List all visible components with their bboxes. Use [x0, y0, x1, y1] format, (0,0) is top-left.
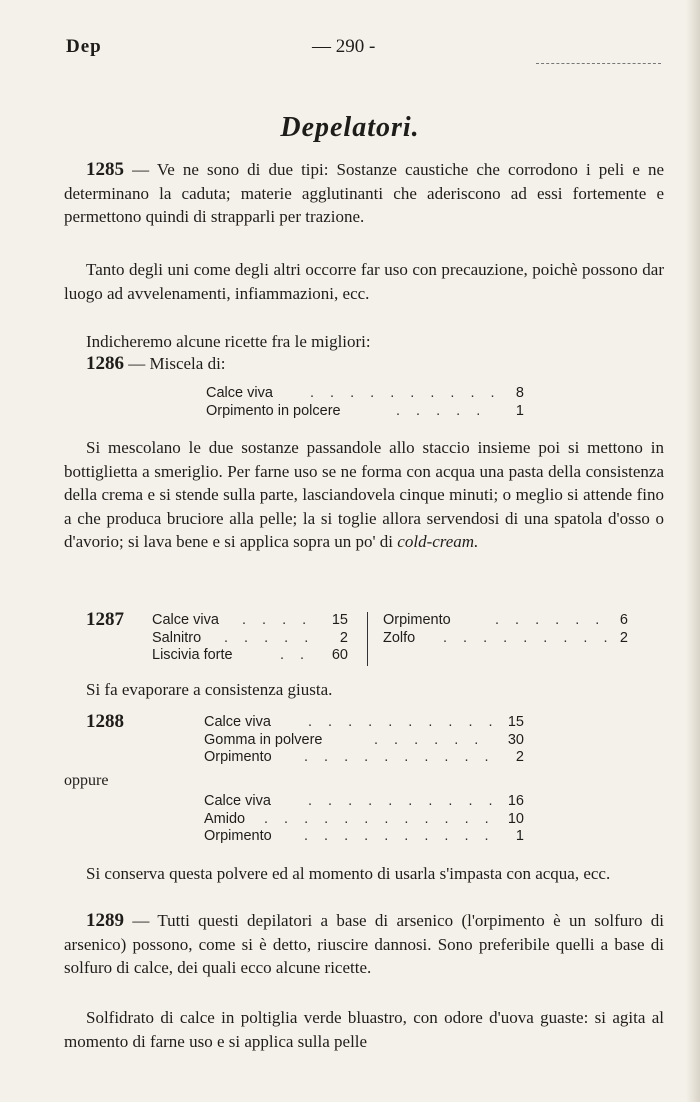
leader-dots: . . . . . .: [374, 731, 485, 748]
oppure-label: oppure: [64, 772, 109, 789]
leader-dots: . . . . . . . . . .: [304, 749, 495, 765]
leader-dots: . . . . . .: [495, 612, 606, 628]
ingredient-name: Calce viva: [206, 385, 273, 401]
paragraph-1286: [64, 352, 664, 376]
ingredient-qty: 2: [515, 749, 524, 765]
recipe-row: [152, 647, 348, 665]
recipe-row: [204, 714, 524, 732]
recipe-row: [206, 385, 524, 403]
ingredient-qty: 1: [515, 402, 524, 419]
recipe-1287-right: [383, 612, 628, 647]
ingredient-qty: 6: [619, 612, 628, 628]
ingredient-qty: 15: [507, 714, 524, 730]
recipe-row: [204, 828, 524, 846]
paragraph-number: 1286: [86, 353, 124, 374]
leader-dots: . . . . . . . . . .: [310, 385, 501, 401]
leader-dots: . .: [280, 647, 311, 663]
leader-dots: . . . .: [242, 612, 313, 628]
ingredient-qty: 30: [507, 731, 524, 748]
ingredient-qty: 8: [515, 385, 524, 401]
paragraph-indicheremo: Indicheremo alcune ricette fra le migliori:: [86, 332, 371, 351]
leader-dots: . . . . . . . . . .: [308, 793, 499, 809]
ingredient-qty: 60: [331, 647, 348, 663]
paragraph-mescolano: [64, 436, 664, 554]
ingredient-qty: 15: [331, 612, 348, 628]
recipe-row: [152, 612, 348, 630]
page-number: — 290 -: [312, 36, 376, 57]
ingredient-qty: 10: [507, 810, 524, 827]
leader-dots: . . . . .: [224, 629, 315, 646]
paragraph-text: — Ve ne sono di due tipi: Sostanze caustiche che corrodono i peli e ne determinano la caduta; materie agglutinanti che aderiscono ad essi fortemente e permettono quindi di strapparli per trazione.: [64, 160, 664, 227]
ingredient-name: Orpimento: [383, 612, 451, 628]
paragraph-1285: [64, 158, 664, 229]
paragraph-evaporare: Si fa evaporare a consistenza giusta.: [86, 680, 333, 699]
recipe-number-1287: 1287: [86, 609, 124, 630]
ingredient-name: Calce viva: [204, 793, 271, 809]
recipe-row: [383, 630, 628, 648]
recipe-row: [204, 749, 524, 767]
ingredient-name: Salnitro: [152, 629, 202, 646]
column-divider: [367, 612, 368, 666]
paragraph-conserva: Si conserva questa polvere ed al momento di usarla s'impasta con acqua, ecc.: [86, 864, 611, 883]
recipe-1288-b: [204, 793, 524, 846]
running-header: [66, 36, 666, 62]
header-section-abbrev: Dep: [66, 36, 102, 57]
leader-dots: . . . . .: [396, 402, 487, 419]
recipe-1287-left: [152, 612, 348, 665]
paragraph-text: — Miscela di:: [124, 354, 226, 373]
ingredient-qty: 16: [507, 793, 524, 809]
leader-dots: . . . . . . . . . .: [304, 828, 495, 844]
recipe-1286: [206, 385, 524, 420]
recipe-row: [204, 732, 524, 750]
paragraph-text: Si mescolano le due sostanze passandole allo staccio insieme poi si mettono in bottiglietta a smeriglio. Per farne uso se ne forma con acqua una pasta della consistenza della crema e si stende sulla parte, lasciandovela cinque minuti; o meglio si attende fino a che produca bruciore alla pelle; la si toglie allora servendosi di una spatola d'osso o d'avorio; si lava bene e si applica sopra un po' di: [64, 438, 664, 552]
leader-dots: . . . . . . . . .: [443, 629, 614, 646]
paragraph-italic: cold-cream.: [397, 532, 479, 552]
recipe-row: [383, 612, 628, 630]
paragraph-number: 1285: [86, 159, 124, 180]
leader-dots: . . . . . . . . . . . .: [264, 810, 495, 827]
recipe-1288-a: [204, 714, 524, 767]
ingredient-qty: 2: [339, 629, 348, 646]
page-edge-shadow: [686, 0, 700, 1102]
ingredient-qty: 1: [515, 828, 524, 844]
paragraph-solfidrato: Solfidrato di calce in poltiglia verde bluastro, con odore d'uova guaste: si agita al momento di farne uso e si applica sulla pelle: [64, 1008, 664, 1051]
recipe-row: [204, 793, 524, 811]
paragraph-text: — Tutti questi depilatori a base di arsenico (l'orpimento è un solfuro di arsenico) possono, come si è detto, riuscire dannosi. Sono preferibile quelli a base di solfuro di calce, dei quali ecco alcune ricette.: [64, 911, 664, 978]
ingredient-qty: 2: [619, 629, 628, 646]
paragraph-1289: [64, 909, 664, 980]
ingredient-name: Orpimento in polcere: [206, 402, 341, 419]
ingredient-name: Calce viva: [152, 612, 219, 628]
ingredient-name: Calce viva: [204, 714, 271, 730]
recipe-number-1288: 1288: [86, 711, 124, 732]
header-rule: [536, 63, 661, 64]
paragraph-tanto: Tanto degli uni come degli altri occorre far uso con precauzione, poichè possono dar luogo ad avvelenamenti, infiammazioni, ecc.: [64, 260, 664, 303]
recipe-row: [204, 811, 524, 829]
paragraph-number: 1289: [86, 910, 124, 931]
leader-dots: . . . . . . . . . .: [308, 714, 499, 730]
ingredient-name: Orpimento: [204, 749, 272, 765]
ingredient-name: Orpimento: [204, 828, 272, 844]
ingredient-name: Gomma in polvere: [204, 731, 323, 748]
ingredient-name: Zolfo: [383, 629, 416, 646]
ingredient-name: Amido: [204, 810, 246, 827]
section-title: Depelatori.: [280, 112, 420, 143]
ingredient-name: Liscivia forte: [152, 647, 233, 663]
recipe-row: [152, 630, 348, 648]
recipe-row: [206, 403, 524, 421]
